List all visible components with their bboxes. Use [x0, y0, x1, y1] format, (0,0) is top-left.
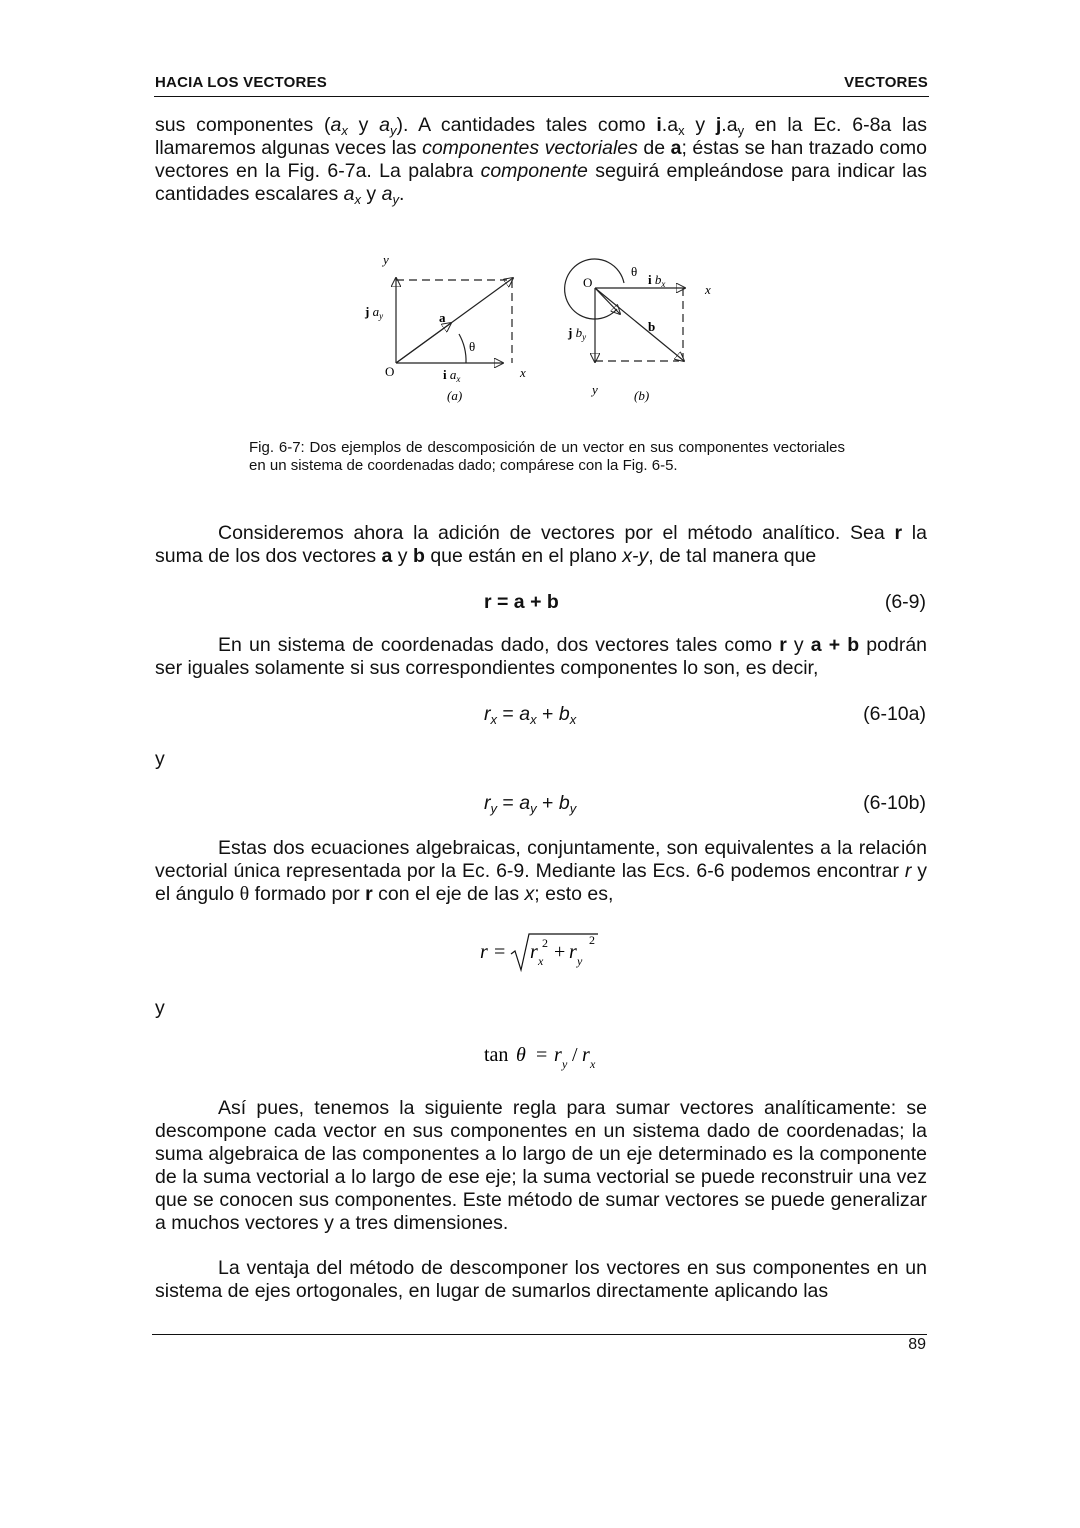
svg-text:2: 2: [542, 936, 548, 950]
svg-text:/: /: [572, 1044, 578, 1066]
label-b-theta: θ: [631, 264, 638, 279]
header-rule: [154, 96, 929, 97]
svg-text:r =: r =: [480, 941, 507, 963]
equation-number-6-10a: (6-10a): [863, 703, 926, 725]
paragraph-6: La ventaja del método de descomponer los vectores en sus componentes en un sistema de ejes ortogonales, en lugar de sumarlos directamente aplicando las: [155, 1257, 927, 1302]
equation-6-9: r = a + b: [484, 591, 559, 613]
equation-number-6-10b: (6-10b): [863, 792, 926, 814]
paragraph-5: Así pues, tenemos la siguiente regla para sumar vectores analíticamente: se descompone cada vector en sus componentes en un sistema dado de coordenadas; la suma algebraica de las componentes a lo largo de un eje determinado es la componente de la suma vectorial a lo largo de ese eje; la suma vectorial se puede reconstruir una vez que se conocen sus componentes. Este método de sumar vectores se puede generalizar a muchos vectores y a tres dimensiones.: [155, 1097, 927, 1234]
svg-text:tan: tan: [484, 1044, 509, 1066]
svg-text:r: r: [530, 941, 538, 963]
label-b-x: x: [705, 282, 711, 297]
page-number: 89: [908, 1336, 926, 1353]
equation-6-10b: $r_y = a_y + b_y$: [484, 792, 577, 816]
svg-text:y: y: [562, 1057, 568, 1071]
svg-text:2: 2: [589, 933, 595, 947]
svg-text:x: x: [590, 1057, 596, 1071]
label-a-theta: θ: [469, 339, 476, 354]
conjunction-y-2: y: [155, 997, 165, 1019]
svg-text:r: r: [582, 1044, 590, 1066]
paragraph-3: En un sistema de coordenadas dado, dos vectores tales como r y a + b podrán ser iguales solamente si sus correspondientes componentes lo son, es decir,: [155, 634, 928, 679]
svg-text:y: y: [577, 954, 583, 968]
svg-text:r: r: [569, 941, 577, 963]
figure-6-7: [355, 250, 725, 410]
label-a-vec: a: [439, 310, 446, 325]
equation-r-magnitude: [478, 928, 608, 974]
paragraph-2: Consideremos ahora la adición de vectores por el método analítico. Sea r la suma de los dos vectores a y b que están en el plano x-y, de tal manera que: [155, 522, 927, 567]
label-b-ibx: i $b_x$: [648, 272, 666, 289]
header-right: VECTORES: [844, 74, 928, 91]
equation-tan-theta: [482, 1040, 612, 1074]
equation-6-10a: $r_x = a_x + b_x$: [484, 703, 577, 727]
svg-text:r: r: [554, 1044, 562, 1066]
label-b-caption: (b): [634, 388, 650, 403]
equation-number-6-9: (6-9): [884, 591, 926, 613]
label-a-x: x: [520, 365, 526, 380]
label-b-y: y: [592, 382, 598, 397]
svg-text:=: =: [536, 1044, 548, 1066]
paragraph-4: Estas dos ecuaciones algebraicas, conjuntamente, son equivalentes a la relación vectorial única representada por la Ec. 6-9. Mediante las Ecs. 6-6 podemos encontrar r y el ángulo θ formado por r con el eje de las x; esto es,: [155, 837, 927, 905]
conjunction-y-1: y: [155, 748, 165, 770]
paragraph-1: sus componentes ($a_x$ y $a_y$). A cantidades tales como $i.a_x$ y $j.a_y$ en la Ec. 6-8a las llamaremos algunas veces las componentes vectoriales de a; éstas se han trazado como vectores en la Fig. 6-7a. La palabra componente seguirá empleándose para indicar las cantidades escalares $a_x$ y $a_y$.: [155, 114, 927, 207]
label-b-jby: j $b_y$: [568, 325, 587, 342]
svg-text:θ: θ: [516, 1044, 526, 1066]
label-b-vec: b: [648, 319, 656, 334]
header-left: HACIA LOS VECTORES: [155, 74, 327, 91]
svg-text:+: +: [554, 941, 566, 963]
label-b-origin: O: [583, 275, 593, 290]
label-a-y: y: [383, 252, 389, 267]
label-a-jay: j $a_y$: [365, 304, 384, 321]
svg-text:x: x: [538, 954, 544, 968]
running-header: [155, 74, 928, 91]
figure-caption: Fig. 6-7: Dos ejemplos de descomposición de un vector en sus componentes vectoriales en un sistema de coordenadas dado; compárese con la Fig. 6-5.: [249, 439, 845, 474]
label-a-origin: O: [385, 364, 395, 379]
label-a-caption: (a): [447, 388, 463, 403]
diagram-a: [396, 278, 513, 363]
footer-rule: [152, 1334, 927, 1335]
label-a-iax: i $a_x$: [443, 367, 461, 384]
